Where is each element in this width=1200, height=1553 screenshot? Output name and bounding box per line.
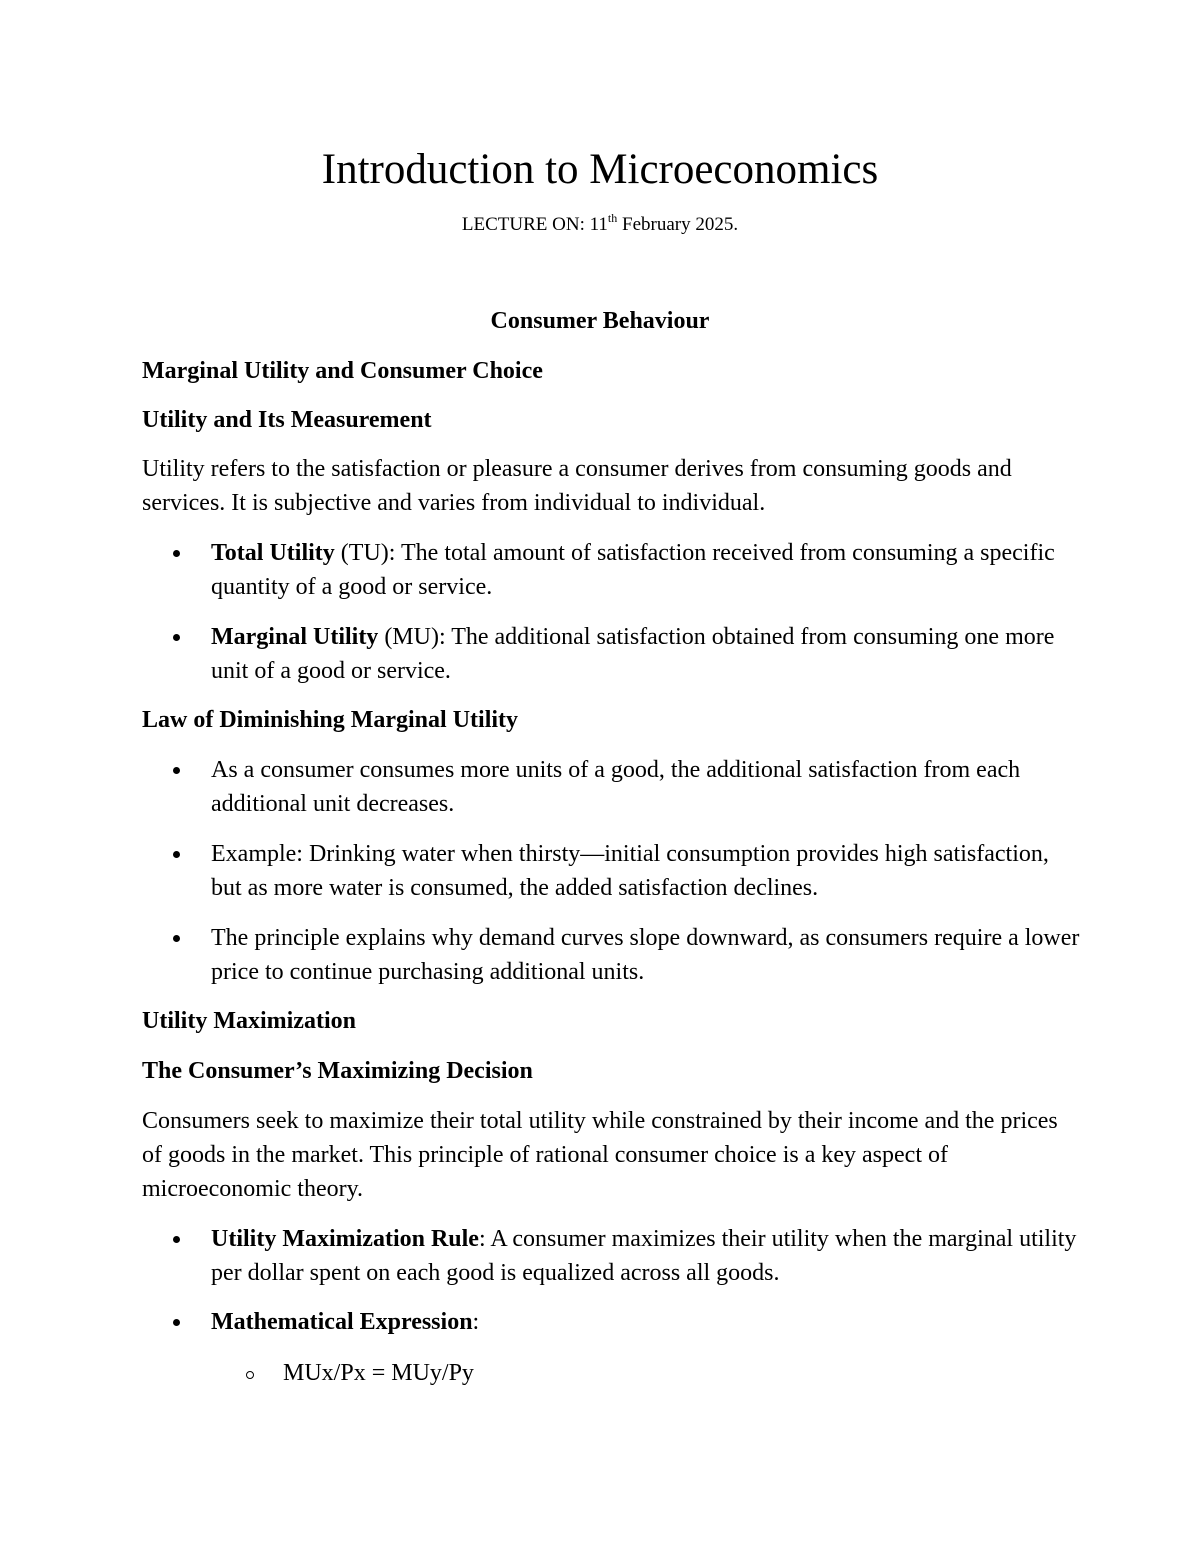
- math-expression-colon: :: [472, 1309, 480, 1335]
- formula-text: MUx/Px = MUy/Py: [283, 1360, 474, 1386]
- bullet-icon: [173, 767, 180, 774]
- heading-utility-maximization: Utility Maximization: [142, 1008, 356, 1034]
- bullet-icon: [173, 634, 180, 641]
- paragraph-utility-definition: Utility refers to the satisfaction or pleasure a consumer derives from consuming goods and services. It is subjective and varies from individual to individual.: [142, 456, 1012, 516]
- list-item-total-utility: [211, 536, 1081, 604]
- bullet-icon: [173, 550, 180, 557]
- term-utility-max-rule: Utility Maximization Rule: [211, 1226, 479, 1252]
- paragraph-consumers-seek: Consumers seek to maximize their total utility while constrained by their income and the prices of goods in the market. This principle of rational consumer choice is a key aspect of microeconomic theory.: [142, 1108, 1058, 1202]
- sub-list-item-formula: [283, 1356, 983, 1390]
- document-title: Introduction to Microeconomics: [321, 146, 879, 193]
- bullet-icon: [173, 851, 180, 858]
- list-item-law-3: [211, 921, 1081, 989]
- definition-total-utility: (TU): The total amount of satisfaction received from consuming a specific quantity of a good or service.: [211, 540, 1055, 600]
- heading-law-diminishing: Law of Diminishing Marginal Utility: [142, 707, 519, 733]
- bullet-icon: [173, 935, 180, 942]
- law-2-text: Example: Drinking water when thirsty—initial consumption provides high satisfaction, but as more water is consumed, the added satisfaction declines.: [211, 841, 1049, 901]
- heading-maximizing-decision: The Consumer’s Maximizing Decision: [142, 1058, 533, 1084]
- lecture-ordinal: th: [607, 211, 618, 225]
- heading-consumer-behaviour: Consumer Behaviour: [490, 308, 710, 334]
- circle-bullet-icon: [246, 1371, 254, 1379]
- heading-utility-measurement: Utility and Its Measurement: [142, 407, 432, 433]
- bullet-icon: [173, 1236, 180, 1243]
- bullet-icon: [173, 1319, 180, 1326]
- term-marginal-utility: Marginal Utility: [211, 624, 379, 650]
- law-1-text: As a consumer consumes more units of a good, the additional satisfaction from each additional unit decreases.: [211, 757, 1021, 817]
- term-math-expression: Mathematical Expression: [211, 1309, 473, 1335]
- list-item-marginal-utility: [211, 620, 1081, 688]
- list-item-law-2: [211, 837, 1081, 905]
- heading-marginal-utility-choice: Marginal Utility and Consumer Choice: [142, 358, 543, 384]
- list-item-utility-max-rule: [211, 1222, 1081, 1290]
- lecture-date: [0, 212, 1200, 238]
- definition-marginal-utility: (MU): The additional satisfaction obtained from consuming one more unit of a good or service.: [211, 624, 1055, 684]
- lecture-prefix: LECTURE ON: 11: [461, 214, 608, 235]
- list-item-math-expression: [211, 1305, 1081, 1339]
- lecture-suffix: February 2025.: [617, 214, 739, 235]
- list-item-law-1: [211, 753, 1081, 821]
- term-total-utility: Total Utility: [211, 540, 335, 566]
- law-3-text: The principle explains why demand curves slope downward, as consumers require a lower price to continue purchasing additional units.: [211, 925, 1080, 985]
- definition-utility-max-rule: : A consumer maximizes their utility when the marginal utility per dollar spent on each good is equalized across all goods.: [211, 1226, 1077, 1286]
